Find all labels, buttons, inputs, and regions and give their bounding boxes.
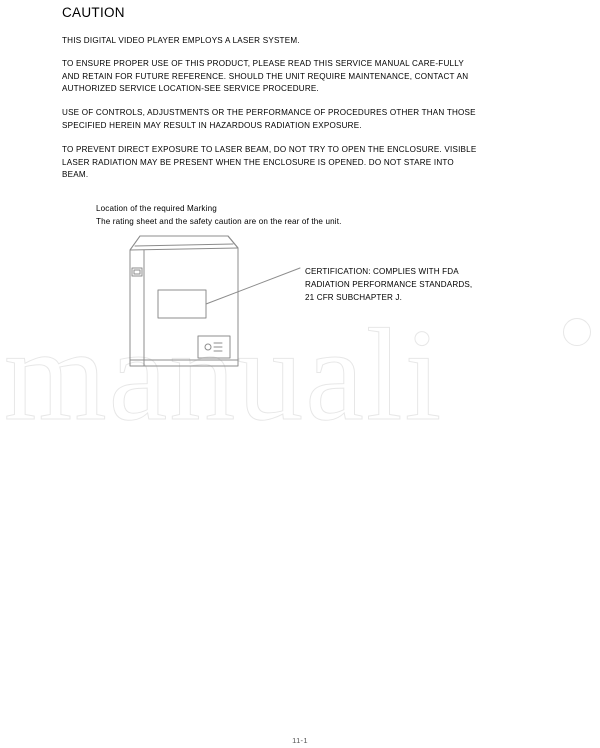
page-number: 11-1 <box>292 736 308 745</box>
marking-location-block <box>96 202 342 228</box>
watermark-dot-icon <box>563 318 591 346</box>
marking-location-line-2: The rating sheet and the safety caution are on the rear of the unit. <box>96 217 342 226</box>
paragraph-exposure: TO PREVENT DIRECT EXPOSURE TO LASER BEAM, DO NOT TRY TO OPEN THE ENCLOSURE. VISIBLE LASER RADIATION MAY BE PRESENT WHEN THE ENCLOSURE IS OPENED. DO NOT STARE INTO BEAM. <box>62 145 477 180</box>
certification-line-1: CERTIFICATION: COMPLIES WITH FDA <box>305 267 459 276</box>
page-title: CAUTION <box>62 5 125 20</box>
marking-location-line-1: Location of the required Marking <box>96 204 217 213</box>
certification-callout <box>305 265 505 304</box>
paragraph-controls: USE OF CONTROLS, ADJUSTMENTS OR THE PERFORMANCE OF PROCEDURES OTHER THAN THOSE SPECIFIED HEREIN MAY RESULT IN HAZARDOUS RADIATION EXPOSURE. <box>62 108 476 130</box>
paragraph-proper-use: TO ENSURE PROPER USE OF THIS PRODUCT, PLEASE READ THIS SERVICE MANUAL CARE-FULLY AND RETAIN FOR FUTURE REFERENCE. SHOULD THE UNIT REQUIRE MAINTENANCE, CONTACT AN AUTHORIZED SERVICE LOCATION-SEE SERVICE PROCEDURE. <box>62 59 469 94</box>
product-rear-illustration <box>110 228 310 373</box>
certification-line-2: RADIATION PERFORMANCE STANDARDS, <box>305 280 473 289</box>
certification-line-3: 21 CFR SUBCHAPTER J. <box>305 293 402 302</box>
watermark-text: manuali <box>4 301 444 448</box>
paragraph-laser-system: THIS DIGITAL VIDEO PLAYER EMPLOYS A LASER SYSTEM. <box>62 36 300 45</box>
